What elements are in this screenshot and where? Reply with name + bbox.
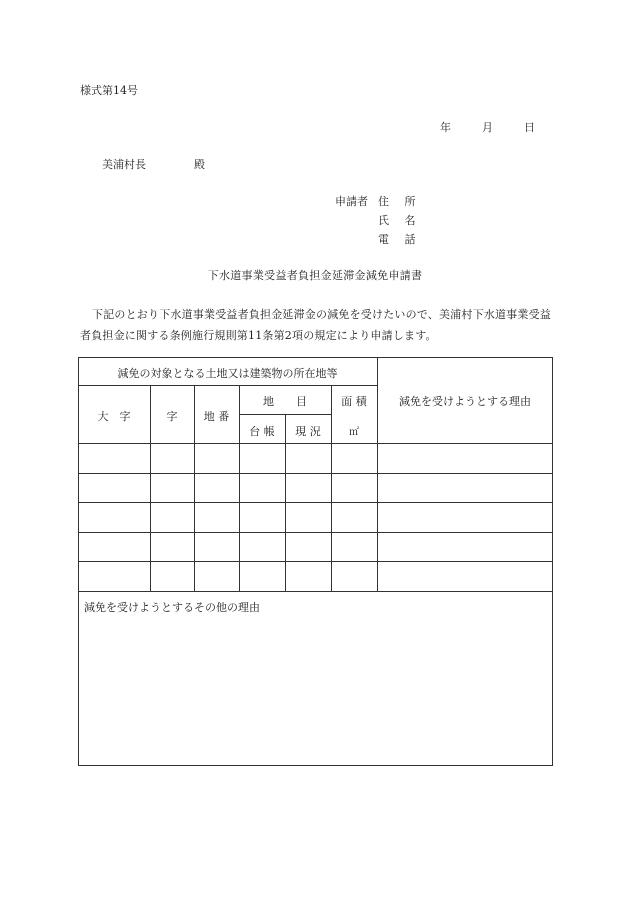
col-chimoku-header: 地 目 <box>263 395 307 408</box>
col-genkyo-header: 現 況 <box>295 425 321 438</box>
applicant-address-label: 住 所 <box>378 195 422 208</box>
form-number: 様式第14号 <box>80 84 138 97</box>
date-year-label: 年 <box>440 121 451 134</box>
document-title: 下水道事業受益者負担金延滞金減免申請書 <box>207 269 423 282</box>
body-text: 下記のとおり下水道事業受益者負担金延滞金の減免を受けたいので、美浦村下水道事業受益者負担金に関する条例施行規則第11条第2項の規定により申請します。 <box>80 308 551 342</box>
col-oaza-header: 大 字 <box>97 410 131 423</box>
applicant-name-row <box>312 212 422 228</box>
applicant-address-row <box>312 193 422 209</box>
addressee-name: 美浦村長 <box>102 158 146 171</box>
applicant-phone-label: 電 話 <box>378 233 422 246</box>
date-line <box>440 119 535 135</box>
col-daicho-header: 台 帳 <box>249 425 275 438</box>
addressee <box>102 156 205 172</box>
reason-header: 減免を受けようとする理由 <box>399 395 531 408</box>
application-table <box>78 357 553 766</box>
col-menseki-header: 面 積 <box>341 395 367 408</box>
date-month-label: 月 <box>482 121 493 134</box>
col-chiban-header: 地 番 <box>203 410 230 423</box>
col-aza-header: 字 <box>166 410 178 423</box>
applicant-label: 申請者 <box>335 195 368 208</box>
applicant-name-label: 氏 名 <box>378 214 422 227</box>
applicant-phone-row <box>312 231 422 247</box>
addressee-honorific: 殿 <box>194 158 205 171</box>
location-header: 減免の対象となる土地又は建築物の所在地等 <box>117 367 338 380</box>
other-reason-label: 減免を受けようとするその他の理由 <box>84 601 260 614</box>
date-day-label: 日 <box>524 121 535 134</box>
col-menseki-unit: ㎡ <box>349 427 359 438</box>
